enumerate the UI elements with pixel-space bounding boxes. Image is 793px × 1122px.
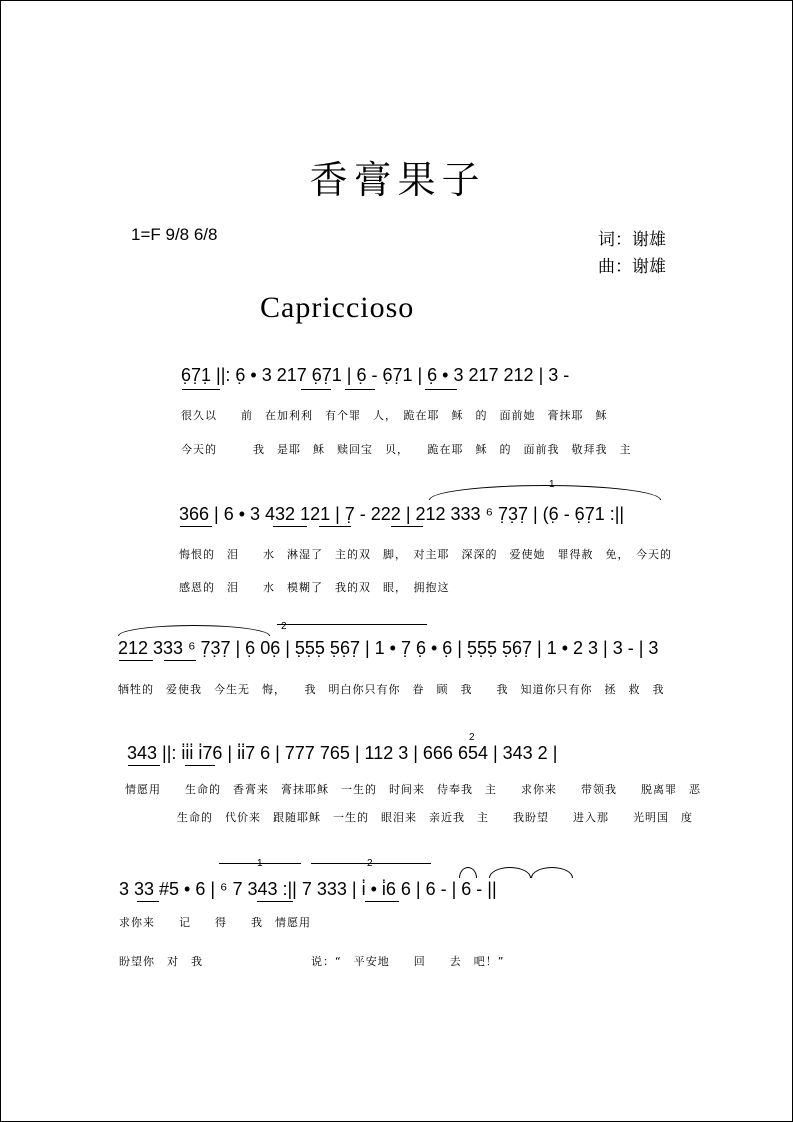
beam [128, 765, 160, 766]
grace-note-2: 2 [469, 732, 475, 743]
lyric-line-4-verse-1: 情愿用 生命的 香膏来 膏抹耶稣 一生的 时间来 侍奉我 主 求你来 带领我 脱离罪 恶 [125, 783, 701, 796]
beam [119, 660, 153, 661]
tempo-marking: Capriccioso [260, 291, 415, 324]
notation-system-5: 3 33 #5 • 6 | ⁶ 7 343 :|| 7 333 | i̇ • i̇6 6 | 6 - | 6 - || [119, 879, 497, 899]
volta-1-final: 1 [257, 858, 263, 869]
lyric-line-5-verse-1: 求你来 记 得 我 情愿用 [119, 916, 311, 929]
beam [345, 389, 375, 390]
beam [365, 901, 399, 902]
beam [137, 901, 159, 902]
beam [273, 526, 307, 527]
beam [257, 901, 293, 902]
slur [118, 625, 270, 636]
beam [185, 765, 215, 766]
notation-system-4: 343 ||: i̇i̇i̇ i̇76 | i̇i̇7 6 | 777 765 | 112 3 | 666 654 | 343 2 | [127, 743, 558, 763]
lyric-line-2-verse-1: 悔恨的 泪 水 淋湿了 主的双 脚， 对主耶 深深的 爱使她 罪得赦 免， 今天的 [179, 548, 672, 561]
beam [182, 389, 220, 390]
lyric-line-5-verse-2: 盼望你 对 我 说：“ 平安地 回 去 吧！” [119, 955, 505, 968]
volta-1: 1 [549, 479, 555, 490]
lyric-line-1-verse-2: 今天的 我 是耶 稣 赎回宝 贝， 跪在耶 稣 的 面前我 敬拜我 主 [181, 443, 632, 456]
lyricist: 词：谢雄 [598, 230, 666, 250]
tie [531, 867, 573, 878]
tie [459, 867, 477, 878]
notation-system-1: 6̣7̣1̣ ||: 6̣ • 3 217 6̣7̣1 | 6̣ - 6̣7̣1 | 6̣ • 3 217 212 | 3 - [181, 365, 570, 385]
volta-2: 2 [281, 621, 287, 632]
volta-bracket [277, 624, 427, 625]
beam [425, 389, 457, 390]
beam [391, 526, 423, 527]
composer: 曲：谢雄 [598, 257, 666, 277]
beam [319, 526, 351, 527]
lyric-line-2-verse-2: 感恩的 泪 水 模糊了 我的双 眼， 拥抱这 [179, 581, 450, 594]
notation-system-3: 212 333 ⁶ 7̣3̣7̣ | 6̣ 06̣ | 5̣5̣5̣ 5̣6̣7̣ | 1 • 7̣ 6̣ • 6̣ | 5̣5̣5̣ 5̣6̣7̣ | 1 • 2 3 | 3 - | 3 [118, 638, 659, 658]
beam [301, 389, 331, 390]
volta-2-final: 2 [367, 858, 373, 869]
beam [180, 526, 212, 527]
lyric-line-3-verse-1: 牺牲的 爱使我 今生无 悔， 我 明白你只有你 眷 顾 我 我 知道你只有你 拯 救 我 [118, 683, 665, 696]
notation-system-2: 366 | 6 • 3 432 121 | 7̣ - 222 | 212 333 ⁶ 7̣3̣7̣ | (6̣ - 6̣7̣1 :|| [179, 504, 625, 524]
song-title: 香膏果子 [309, 158, 486, 202]
lyric-line-1-verse-1: 很久以 前 在加利利 有个罪 人， 跪在耶 稣 的 面前她 膏抹耶 稣 [181, 409, 608, 422]
tie [489, 867, 531, 878]
key-signature: 1=F 9/8 6/8 [131, 225, 218, 244]
credits [598, 227, 666, 281]
beam [164, 660, 196, 661]
lyric-line-4-verse-2: 生命的 代价来 跟随耶稣 一生的 眼泪来 亲近我 主 我盼望 进入那 光明国 度 [177, 811, 693, 824]
slur [429, 485, 661, 500]
